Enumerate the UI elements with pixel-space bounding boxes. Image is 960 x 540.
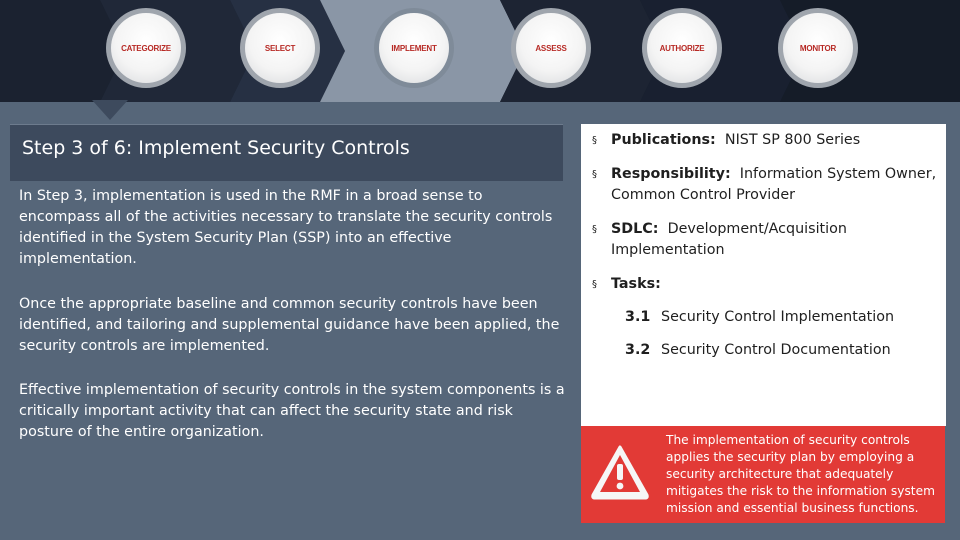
task-text: Security Control Implementation	[661, 309, 895, 325]
item-value: Development/Acquisition Implementation	[611, 221, 847, 258]
step-categorize[interactable]	[106, 8, 186, 88]
step-label: IMPLEMENT	[391, 43, 437, 53]
bullet: §	[592, 169, 597, 180]
item-value: Information System Owner, Common Control Provider	[611, 166, 937, 203]
step-monitor[interactable]	[778, 8, 858, 88]
right-panel	[581, 124, 946, 426]
responsibility-item	[592, 164, 942, 206]
page-title: Step 3 of 6: Implement Security Controls	[22, 137, 410, 159]
step-label: CATEGORIZE	[121, 43, 171, 53]
task-number: 3.2	[625, 342, 651, 358]
item-label: Tasks:	[611, 276, 661, 292]
left-header	[10, 124, 563, 181]
active-step-pointer	[80, 100, 140, 122]
step-assess[interactable]	[511, 8, 591, 88]
sdlc-item	[592, 219, 942, 261]
paragraph-2: Once the appropriate baseline and common security controls have been identified, and tailoring and supplemental guidance have been applied, the security controls are implemented.	[19, 296, 560, 354]
item-value: NIST SP 800 Series	[724, 132, 861, 148]
process-banner	[0, 0, 960, 102]
item-label: SDLC:	[611, 221, 659, 237]
step-implement[interactable]	[374, 8, 454, 88]
step-label: MONITOR	[799, 43, 837, 53]
bullet: §	[592, 279, 597, 290]
step-label: AUTHORIZE	[659, 43, 705, 53]
task-number: 3.1	[625, 309, 651, 325]
bullet: §	[592, 135, 597, 146]
item-label: Publications:	[611, 132, 716, 148]
step-select[interactable]	[240, 8, 320, 88]
bullet: §	[592, 224, 597, 235]
step-authorize[interactable]	[642, 8, 722, 88]
publications-item	[592, 130, 942, 151]
alert-box	[581, 426, 945, 523]
left-panel	[10, 124, 563, 540]
tasks-item	[592, 274, 942, 295]
task-3-2	[625, 342, 935, 358]
paragraph-1: In Step 3, implementation is used in the RMF in a broad sense to encompass all of the activities necessary to translate the security controls identified in the System Security Plan (SSP) into an effective implementation.	[19, 188, 553, 267]
step-label: SELECT	[264, 43, 296, 53]
task-3-1	[625, 309, 935, 325]
paragraph-3: Effective implementation of security controls in the system components is a critically important activity that can affect the security state and risk posture of the entire organization.	[19, 382, 565, 440]
task-text: Security Control Documentation	[661, 342, 891, 358]
step-label: ASSESS	[535, 43, 567, 53]
item-label: Responsibility:	[611, 166, 731, 182]
alert-text: The implementation of security controls applies the security plan by employing a security architecture that adequately mitigates the risk to the information system mission and essential business functions.	[666, 433, 935, 515]
warning-icon	[589, 443, 651, 501]
